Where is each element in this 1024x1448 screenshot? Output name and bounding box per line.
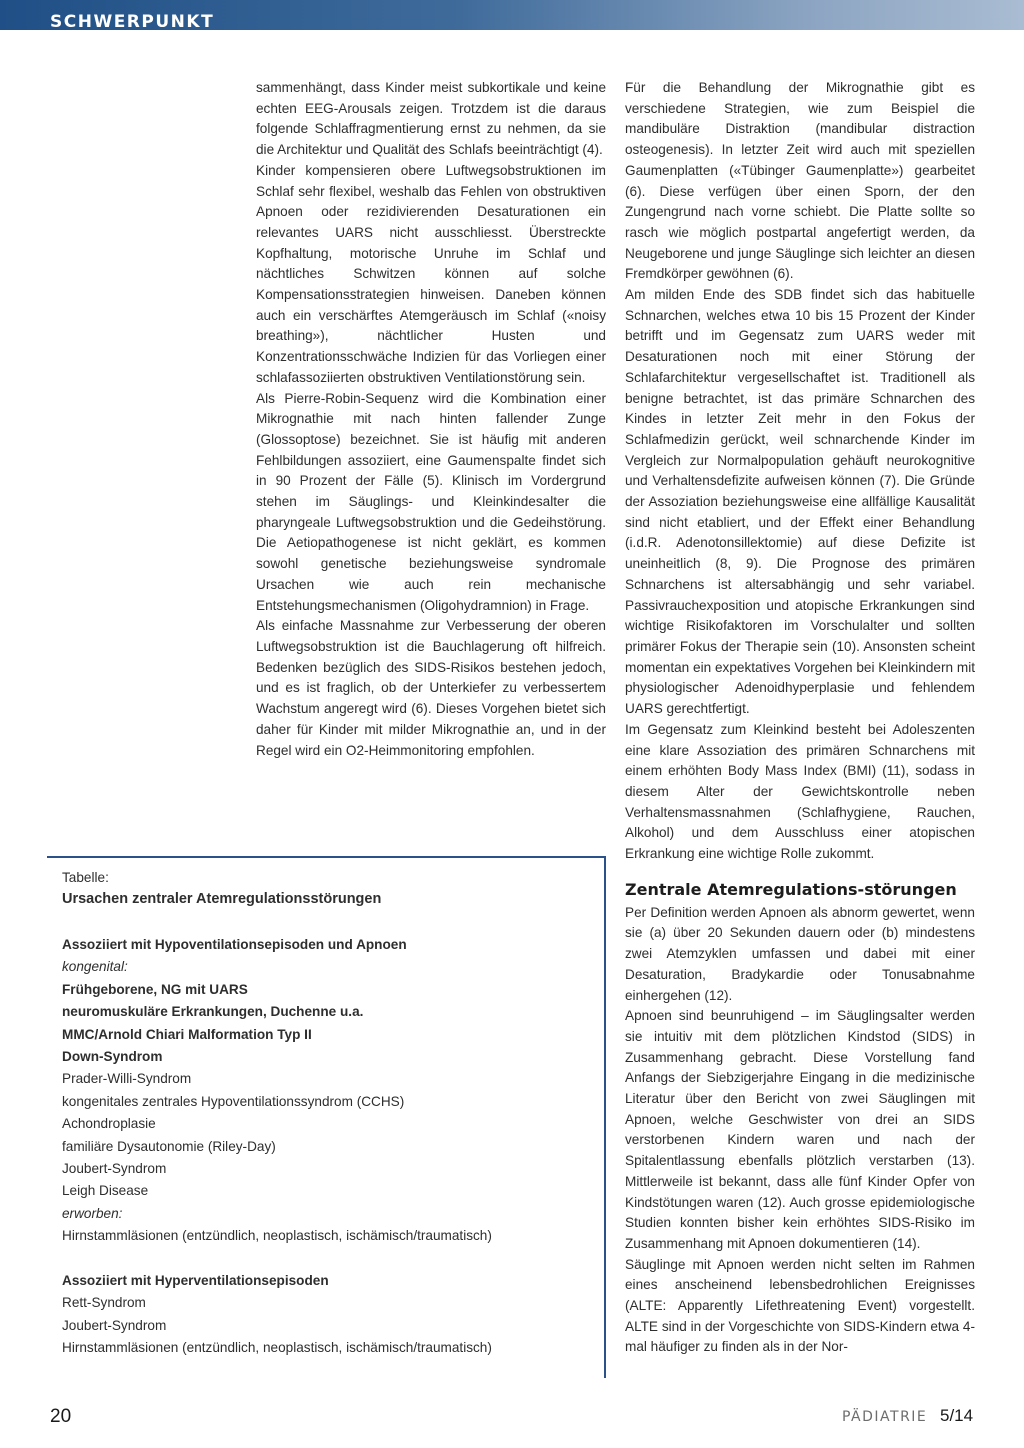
table-item: Hirnstammläsionen (entzündlich, neoplastisch, ischämisch/traumatisch) (62, 1228, 492, 1244)
table-item: neuromuskuläre Erkrankungen, Duchenne u.a. (62, 1004, 364, 1020)
table-item: Down-Syndrom (62, 1049, 163, 1065)
issue-number: 5/14 (940, 1406, 974, 1425)
causes-table (62, 868, 592, 1359)
section-heading-text: Zentrale Atemregulations-störungen (625, 879, 957, 899)
section-heading (625, 880, 975, 899)
table-item: familiäre Dysautonomie (Riley-Day) (62, 1138, 276, 1154)
paragraph: sammenhängt, dass Kinder meist subkortikale und keine echten EEG-Arousals zeigen. Trotzdem ist die daraus folgende Schlaffragmentierung ernst zu nehmen, da sie die Architektur und Qualität des Schlafs beeinträchtigt (4). (256, 80, 606, 158)
text-column-right (625, 78, 975, 1358)
page-number: 20 (50, 1406, 72, 1427)
section-title: SCHWERPUNKT (50, 12, 215, 32)
table-label: Tabelle: (62, 870, 109, 885)
paragraph: Kinder kompensieren obere Luftwegsobstruktionen im Schlaf sehr flexibel, weshalb das Fehlen von obstruktiven Apnoen oder rezidivierenden Desaturationen ein relevantes UARS nicht ausschliesst. Überstreckte Kopfhaltung, motorische Unruhe im Schlaf und nächtliches Schwitzen können auf solche Kompensationsstrategien hinweisen. Daneben können auch ein verschärftes Atemgeräusch im Schlaf («noisy breathing»), nächtlicher Husten und Konzentrationsschwäche Indizien für das Vorliegen einer schlafassoziierten obstruktiven Ventilationstörung sein. (256, 162, 606, 385)
table-item: Achondroplasie (62, 1116, 156, 1132)
table-item: Prader-Willi-Syndrom (62, 1071, 192, 1087)
paragraph: Am milden Ende des SDB findet sich das habituelle Schnarchen, welches etwa 10 bis 15 Prozent der Kinder betrifft und im Gegensatz zum UARS weder mit Desaturationen noch mit einer Störung der Schlafarchitektur vergesellschaftet ist. Traditionell als benigne betrachtet, ist das primäre Schnarchen des Kindes in letzter Zeit mehr in den Fokus der Schlafmedizin gerückt, weil schnarchende Kinder im Vergleich zur Normalpopulation gehäuft neurokognitive und Verhaltensdefizite aufweisen können (7). Die Gründe der Assoziation beziehungsweise eine allfällige Kausalität sind nicht etabliert, und der Effekt einer Behandlung (i.d.R. Adenotonsillektomie) auf diese Defizite ist uneinheitlich (8, 9). Die Prognose des primären Schnarchens ist altersabhängig und sehr variabel. Passivrauchexposition und atopische Erkrankungen sind wichtige Risikofaktoren im Vorschulalter und sollten primärer Fokus der Therapie sein (10). Ansonsten scheint momentan ein expektatives Vorgehen bei Kleinkindern mit physiologischer Adenoidhyperplasie und fehlendem UARS gerechtfertigt. (625, 287, 975, 717)
paragraph: Säuglinge mit Apnoen werden nicht selten im Rahmen eines anscheinend lebensbedrohlichen Ereignisses (ALTE: Apparently Lifethreatening Event) vorgestellt. ALTE sind in der Vorgeschichte von SIDS-Kindern etwa 4-mal häufiger zu finden als in der Nor- (625, 1256, 975, 1355)
magazine-logo: PÄDIATRIE (842, 1409, 928, 1425)
paragraph: Im Gegensatz zum Kleinkind besteht bei Adoleszenten eine klare Assoziation des primären Schnarchens mit einem erhöhten Body Mass Index (BMI) (11), sodass in diesem Alter der Gewichtskontrolle neben Verhaltensmassnahmen (Schlafhygiene, Rauchen, Alkohol) und dem Ausschluss einer atopischen Erkrankung eine wichtige Rolle zukommt. (625, 721, 975, 862)
paragraph: Als Pierre-Robin-Sequenz wird die Kombination einer Mikrognathie mit nach hinten fallender Zunge (Glossoptose) bezeichnet. Sie ist häufig mit anderen Fehlbildungen assoziiert, eine Gaumenspalte findet sich in 90 Prozent der Fälle (5). Klinisch im Vordergrund stehen im Säuglings- und Kleinkindesalter die pharyngeale Luftwegsobstruktion und die Gedeihstörung. Die Aetiopathogenese ist nicht geklärt, es kommen sowohl genetische beziehungsweise syndromale Ursachen wie auch rein mechanische Entstehungsmechanismen (Oligohydramnion) in Frage. (256, 390, 606, 613)
table-item: Joubert-Syndrom (62, 1317, 167, 1333)
paragraph: Per Definition werden Apnoen als abnorm gewertet, wenn sie (a) über 20 Sekunden dauern oder (b) mindestens zwei Atemzyklen umfassen und dabei mit einer Desaturation, Bradykardie oder Tonusabnahme einhergehen (12). (625, 904, 975, 1003)
paragraph: Apnoen sind beunruhigend – im Säuglingsalter werden sie intuitiv mit dem plötzlichen Kindstod (SIDS) in Zusammenhang gebracht. Diese Vorstellung fand Anfangs der Siebzigerjahre Eingang in die medizinische Literatur über den Bericht von zwei Säuglingen mit Apnoen, welche Geschwister von drei an SIDS verstorbenen Kindern waren und nach der Spitalentlassung ebenfalls plötzlich verstarben (13). Mittlerweile ist bekannt, dass alle fünf Kinder Opfer von Kindstötungen waren (12). Auch grosse epidemiologische Studien konnten bisher kein erhöhtes SIDS-Risiko im Zusammenhang mit Apnoen dokumentieren (14). (625, 1008, 975, 1251)
table-item: Rett-Syndrom (62, 1295, 146, 1311)
table-item: Frühgeborene, NG mit UARS (62, 981, 248, 997)
paragraph: Als einfache Massnahme zur Verbesserung der oberen Luftwegsobstruktion ist die Bauchlagerung oft hilfreich. Bedenken bezüglich des SIDS-Risikos bestehen jedoch, und es ist fraglich, ob der Unterkiefer zu verbessertem Wachstum angeregt wird (6). Dieses Vorgehen bietet sich daher für Kinder mit milder Mikrognathie an, und in der Regel wird ein O2-Heimmonitoring empfohlen. (256, 618, 606, 758)
table-item: MMC/Arnold Chiari Malformation Typ II (62, 1026, 312, 1042)
table-item: Leigh Disease (62, 1183, 149, 1199)
table-item: Hirnstammläsionen (entzündlich, neoplastisch, ischämisch/traumatisch) (62, 1339, 492, 1355)
table-item: kongenitales zentrales Hypoventilationssyndrom (CCHS) (62, 1093, 405, 1109)
table-subheading: kongenital: (62, 959, 128, 975)
paragraph: Für die Behandlung der Mikrognathie gibt es verschiedene Strategien, wie zum Beispiel die mandibuläre Distraktion (mandibular distraction osteogenesis). In letzter Zeit wird auch mit speziellen Gaumenplatten («Tübinger Gaumenplatte») gearbeitet (6). Diese verfügen über einen Sporn, der den Zungengrund nach vorne schiebt. Die Platte sollte so rasch wie möglich postpartal angefertigt werden, da Neugeborene und junge Säuglinge sich leichter an diesen Fremdkörper gewöhnen (6). (625, 80, 975, 282)
header-bar (0, 0, 1024, 30)
table-section-heading: Assoziiert mit Hypoventilationsepisoden und Apnoen (62, 937, 407, 952)
text-column-middle (256, 78, 606, 761)
table-subheading: erworben: (62, 1205, 123, 1221)
table-section-heading: Assoziiert mit Hyperventilationsepisoden (62, 1272, 329, 1288)
table-item: Joubert-Syndrom (62, 1161, 167, 1177)
table-title: Ursachen zentraler Atemregulationsstörungen (62, 891, 382, 907)
